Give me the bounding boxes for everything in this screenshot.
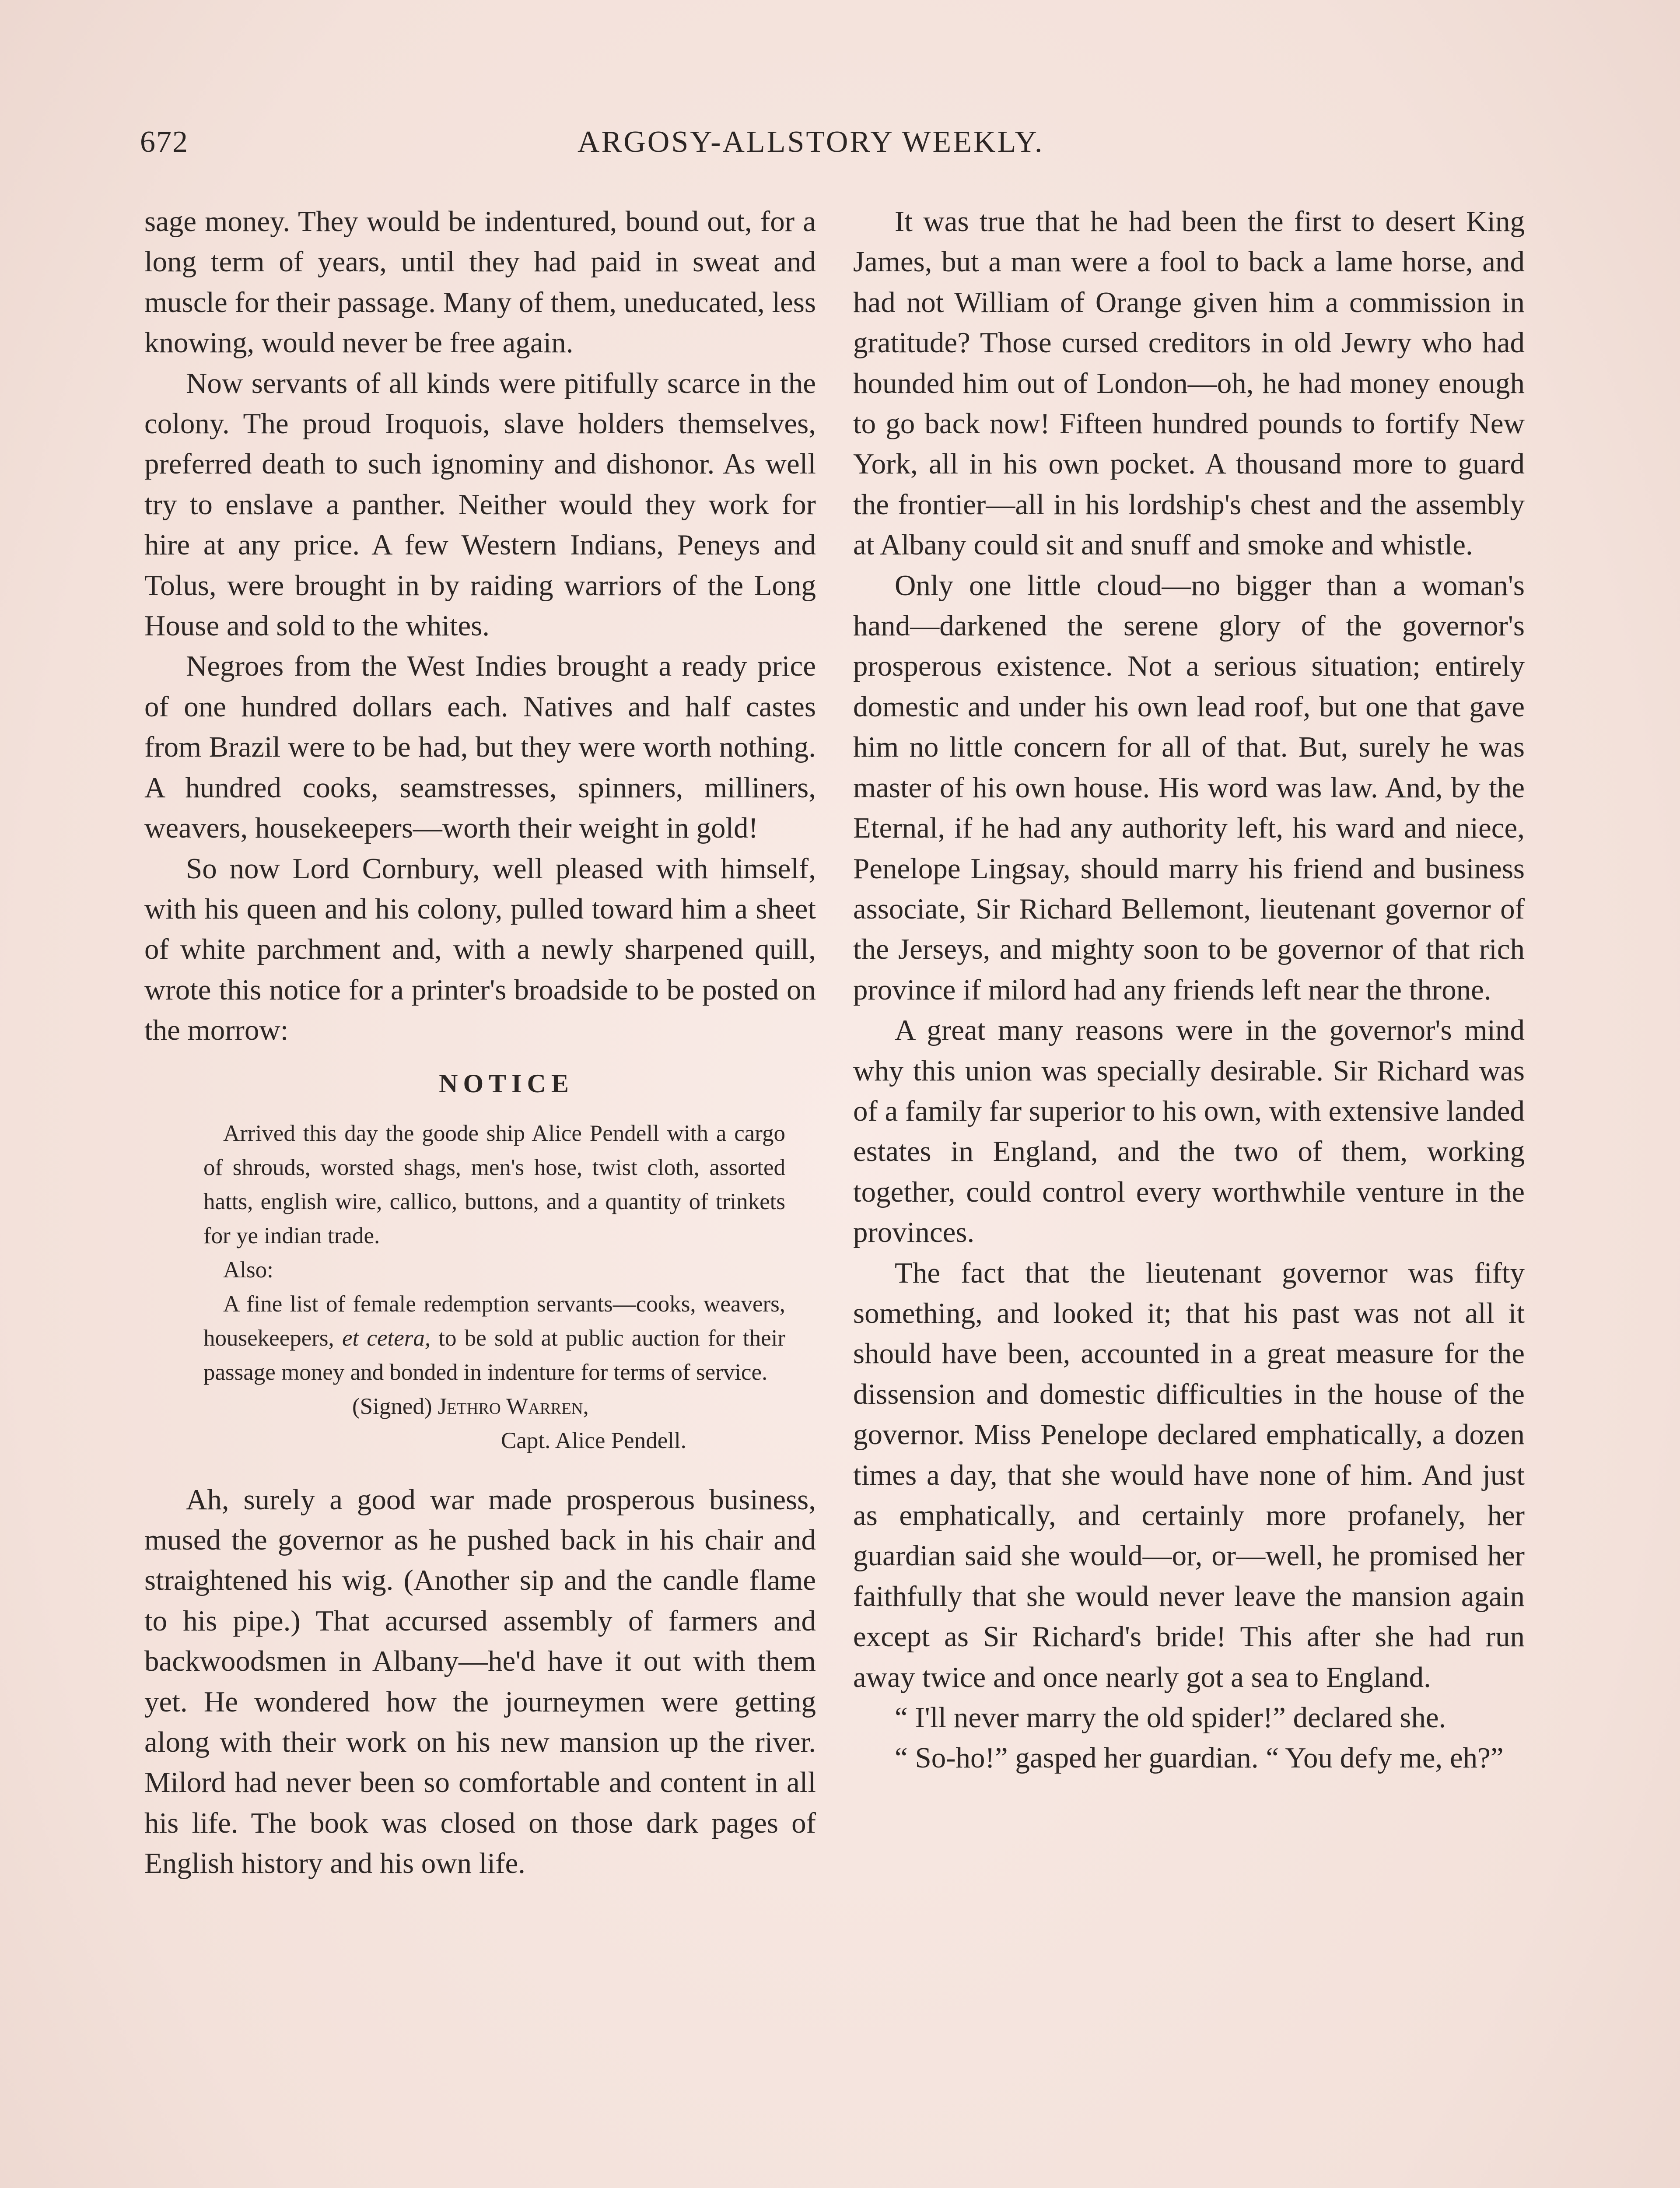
notice-signer-title: Capt. Alice Pendell. (501, 1427, 686, 1453)
page-number: 672 (140, 125, 189, 159)
paragraph: “ So-ho!” gasped her guardian. “ You defy me, eh?” (895, 1742, 1504, 1774)
notice-also (203, 1253, 785, 1287)
paragraph: Ah, surely a good war made prosperous business, mused the governor as he pushed back in his chair and straightened his wig. (Another sip and the candle flame to his pipe.) That accursed assembly of farmers and backwoodsmen in Albany—he'd have it out with them yet. He wondered how the journeymen were getting along with their work on his new mansion up the river. Milord had never been so comfortable and content in all his life. The book was closed on those dark pages of English history and his own life. (144, 1483, 816, 1880)
paragraph: So now Lord Cornbury, well pleased with himself, with his queen and his colony, pulled toward him a sheet of white parchment and, with a newly sharpened quill, wrote this notice for a printer's broadside to be posted on the morrow: (144, 852, 816, 1047)
left-column (144, 201, 816, 1884)
notice-block (144, 1116, 816, 1458)
notice-signed-label: (Signed) (352, 1393, 432, 1419)
notice-signature (203, 1389, 785, 1424)
paragraph: sage money. They would be indentured, bound out, for a long term of years, until they had paid in sweat and muscle for their passage. Many of them, uneducated, less knowing, would never be free again. (144, 205, 816, 359)
paragraph: “ I'll never marry the old spider!” declared she. (895, 1701, 1446, 1734)
paragraph: It was true that he had been the first to desert King James, but a man were a fool to back a lame horse, and had not William of Orange given him a commission in gratitude? Those cursed creditors in old Jewry who had hounded him out of London—oh, he had money enough to go back now! Fifteen hundred pounds to fortify New York, all in his own pocket. A thousand more to guard the frontier—all in his lordship's chest and the assembly at Albany could sit and snuff and smoke and whistle. (853, 205, 1525, 561)
notice-paragraph: Arrived this day the goode ship Alice Pendell with a cargo of shrouds, worsted shags, men's hose, twist cloth, assorted hatts, english wire, callico, buttons, and a quantity of trinkets for ye indian trade. (203, 1120, 785, 1248)
paragraph: The fact that the lieutenant governor was fifty something, and looked it; that his past was not all it should have been, accounted in a great measure for the dissension and domestic difficulties in the house of the governor. Miss Penelope declared emphatically, a dozen times a day, that she would have none of him. And just as emphatically, and certainly more profanely, her guardian said she would—or, or—well, he promised her faithfully that she would never leave the mansion again except as Sir Richard's bride! This after she had run away twice and once nearly got a sea to England. (853, 1256, 1525, 1694)
notice-text: to be sold at public auction for their passage money and bonded in indenture for terms of service. (203, 1325, 786, 1385)
running-head-title: ARGOSY-ALLSTORY WEEKLY. (578, 125, 1044, 159)
paragraph: Negroes from the West Indies brought a ready price of one hundred dollars each. Natives and half castes from Brazil were to be had, but they were worth nothing. A hundred cooks, seamstresses, spinners, milliners, weavers, housekeepers—worth their weight in gold! (144, 650, 816, 845)
notice-paragraph (203, 1287, 785, 1389)
notice-heading: NOTICE (439, 1069, 574, 1098)
paragraph: Now servants of all kinds were pitifully scarce in the colony. The proud Iroquois, slave holders themselves, preferred death to such ignominy and dishonor. As well try to enslave a panther. Neither would they work for hire at any price. A few Western Indians, Peneys and Tolus, were brought in by raiding warriors of the Long House and sold to the whites. (144, 367, 816, 642)
notice-also-label: Also: (223, 1257, 273, 1283)
right-column (853, 201, 1525, 1778)
notice-signer-name: Jethro Warren, (438, 1393, 589, 1419)
notice-italic-text: et cetera, (342, 1325, 431, 1351)
paragraph: A great many reasons were in the governor's mind why this union was specially desirable. Sir Richard was of a family far superior to his own, with extensive landed estates in England, and the two of them, working together, could control every worthwhile venture in the provinces. (853, 1014, 1525, 1249)
page-header (140, 125, 1549, 173)
notice-text: A fine list of female redemption servants—cooks, weavers, housekeepers, (203, 1291, 785, 1351)
paragraph: Only one little cloud—no bigger than a woman's hand—darkened the serene glory of the governor's prosperous existence. Not a serious situation; entirely domestic and under his own lead roof, but one that gave him no little concern for all of that. But, surely he was master of his own house. His word was law. And, by the Eternal, if he had any authority left, his ward and niece, Penelope Lingsay, should marry his friend and business associate, Sir Richard Bellemont, lieutenant governor of the Jerseys, and mighty soon to be governor of that rich province if milord had any friends left near the throne. (853, 569, 1525, 1006)
